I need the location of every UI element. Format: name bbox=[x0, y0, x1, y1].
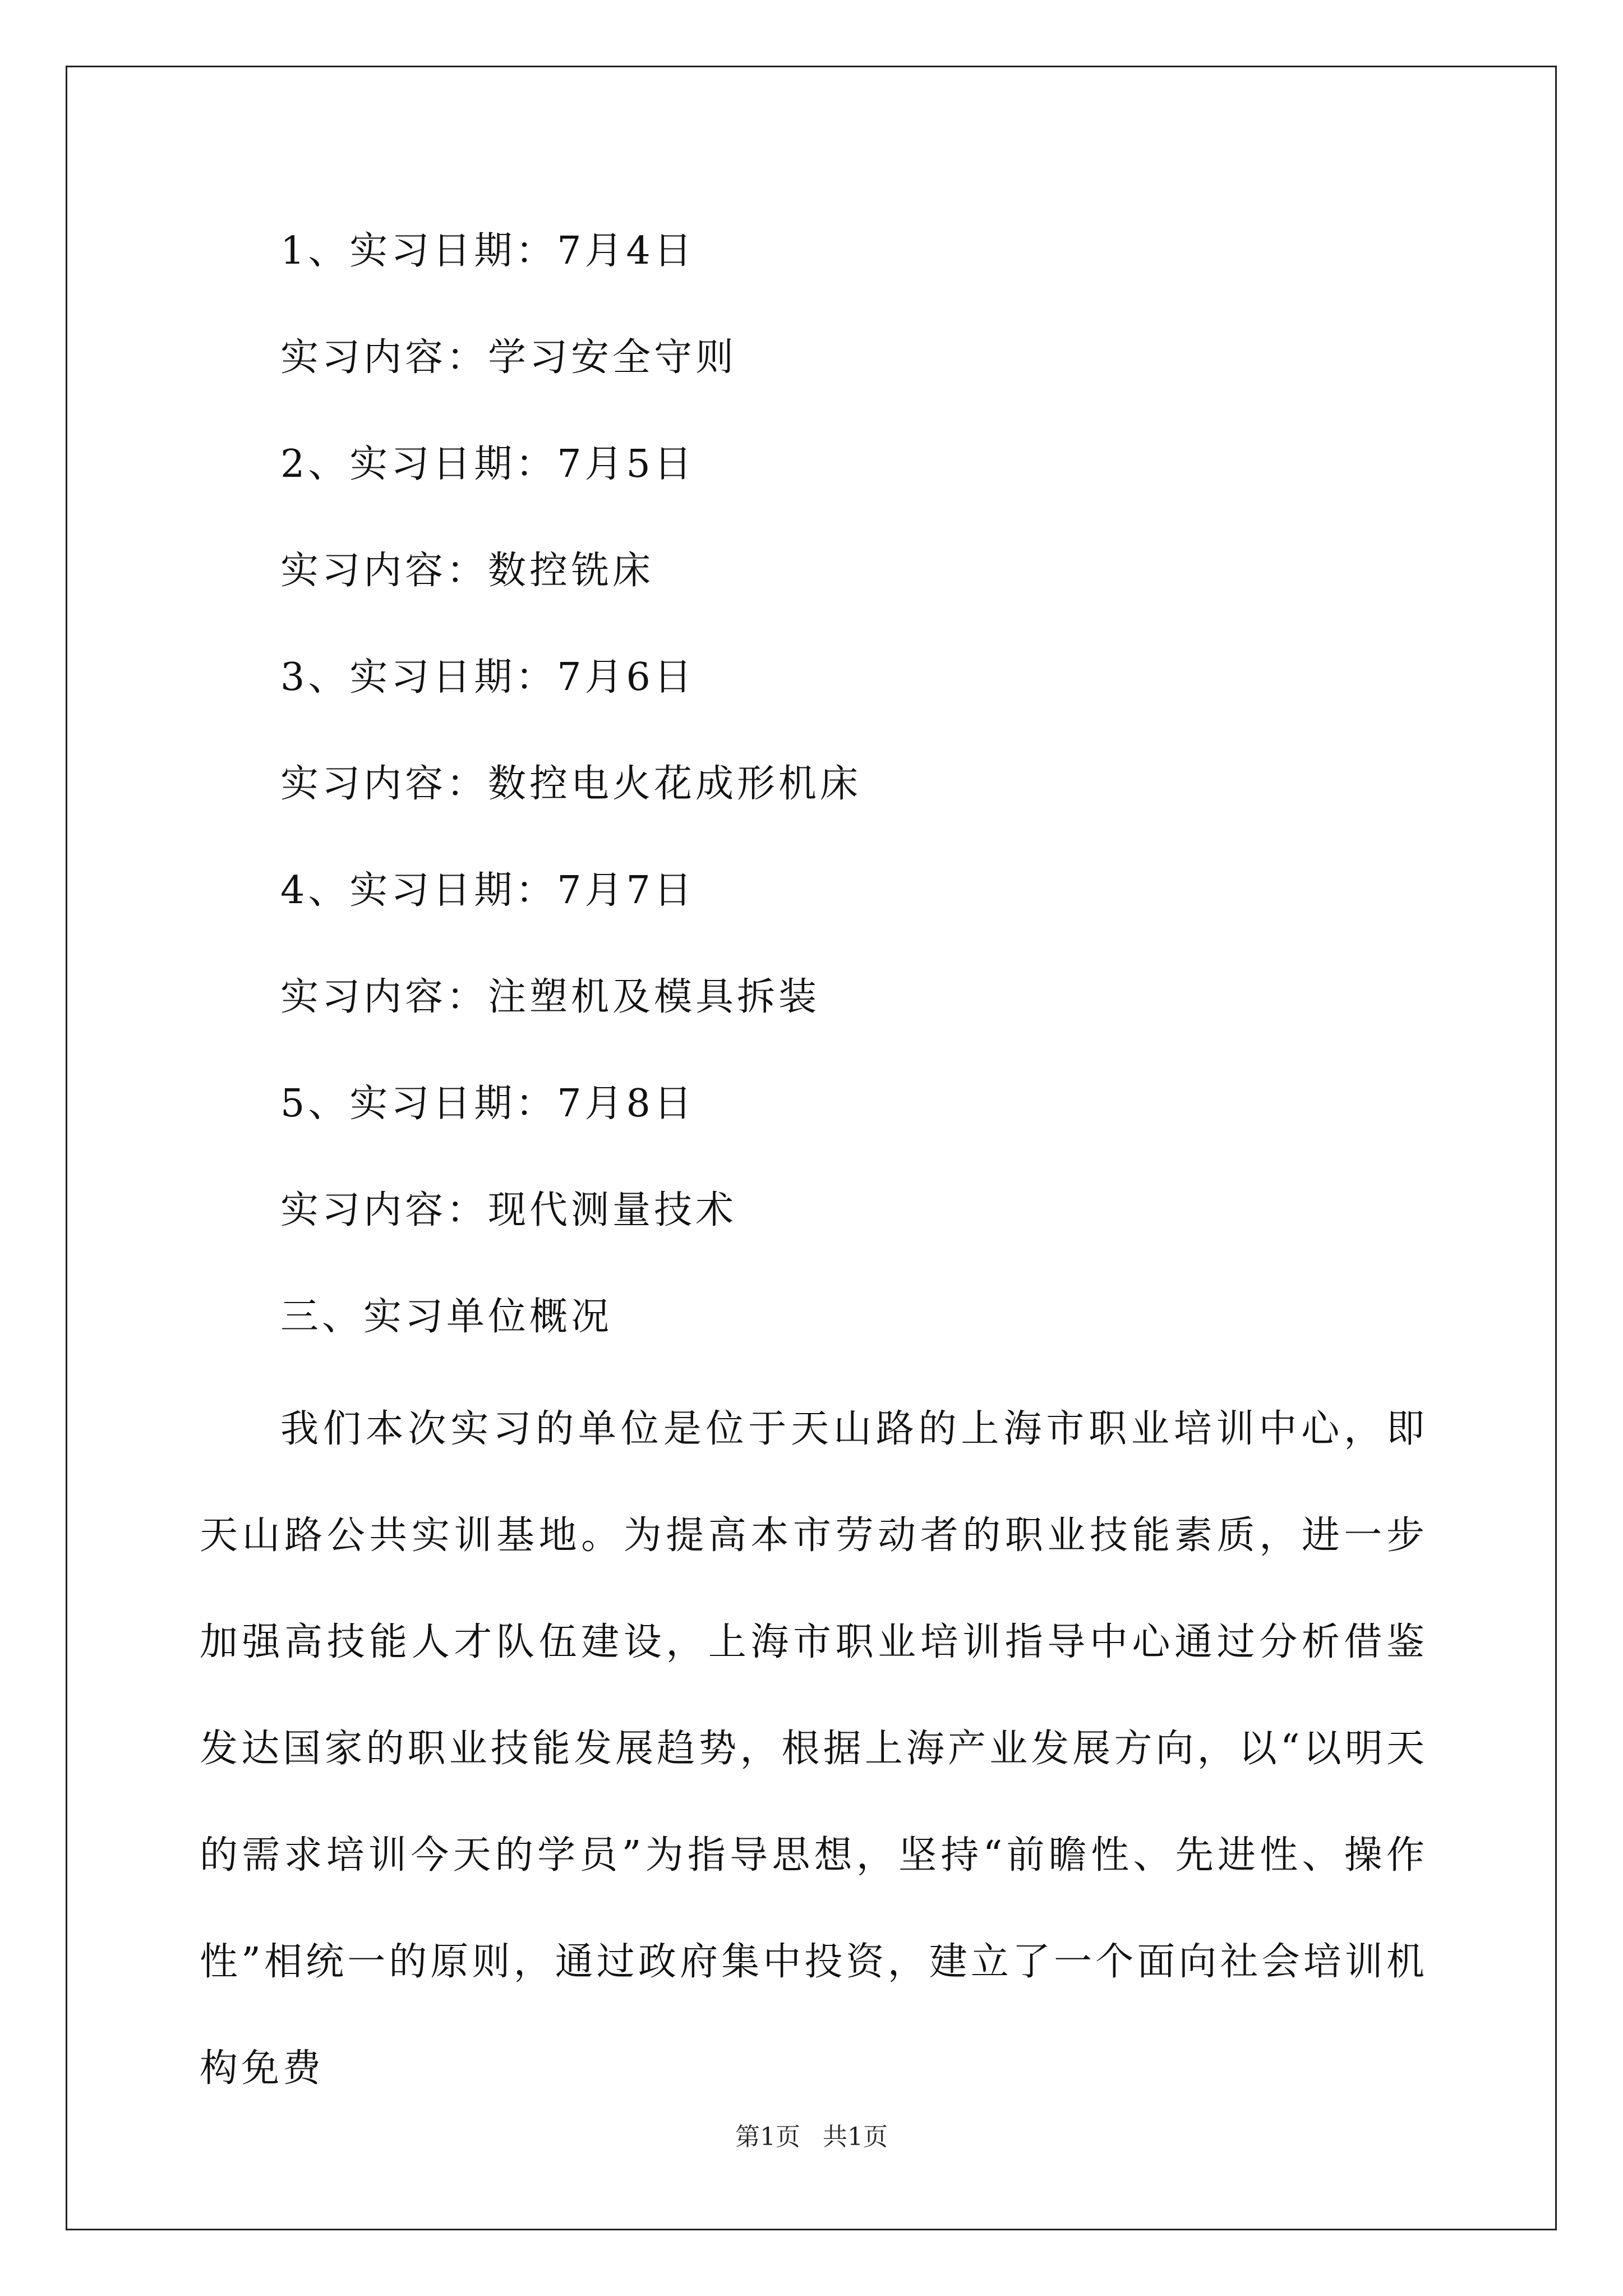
body-paragraph: 我们本次实习的单位是位于天山路的上海市职业培训中心，即天山路公共实训基地。为提高本市劳动者的职业技能素质，进一步加强高技能人才队伍建设，上海市职业培训指导中心通过分析借鉴发达国家的职业技能发展趋势，根据上海产业发展方向，以“以明天的需求培训今天的学员”为指导思想，坚持“前瞻性、先进性、操作性”相统一的原则，通过政府集中投资，建立了一个面向社会培训机构免费 bbox=[200, 1407, 1428, 2091]
page-number: 第1页 bbox=[735, 2123, 800, 2151]
item-1-content: 实习内容：学习安全守则 bbox=[280, 335, 737, 380]
item-4-date: 4、实习日期：7月7日 bbox=[280, 868, 695, 913]
page-footer bbox=[0, 2120, 1623, 2154]
item-3-date: 3、实习日期：7月6日 bbox=[280, 655, 695, 700]
item-2-date: 2、实习日期：7月5日 bbox=[280, 442, 695, 486]
item-4-content: 实习内容：注塑机及模具拆装 bbox=[280, 975, 820, 1019]
item-2-content: 实习内容：数控铣床 bbox=[280, 549, 654, 593]
page-total: 共1页 bbox=[823, 2123, 888, 2151]
item-1-date: 1、实习日期：7月4日 bbox=[280, 229, 695, 273]
item-5-date: 5、实习日期：7月8日 bbox=[280, 1082, 695, 1126]
section-heading: 三、实习单位概况 bbox=[280, 1295, 613, 1339]
item-3-content: 实习内容：数控电火花成形机床 bbox=[280, 762, 862, 806]
item-5-content: 实习内容：现代测量技术 bbox=[280, 1188, 737, 1232]
